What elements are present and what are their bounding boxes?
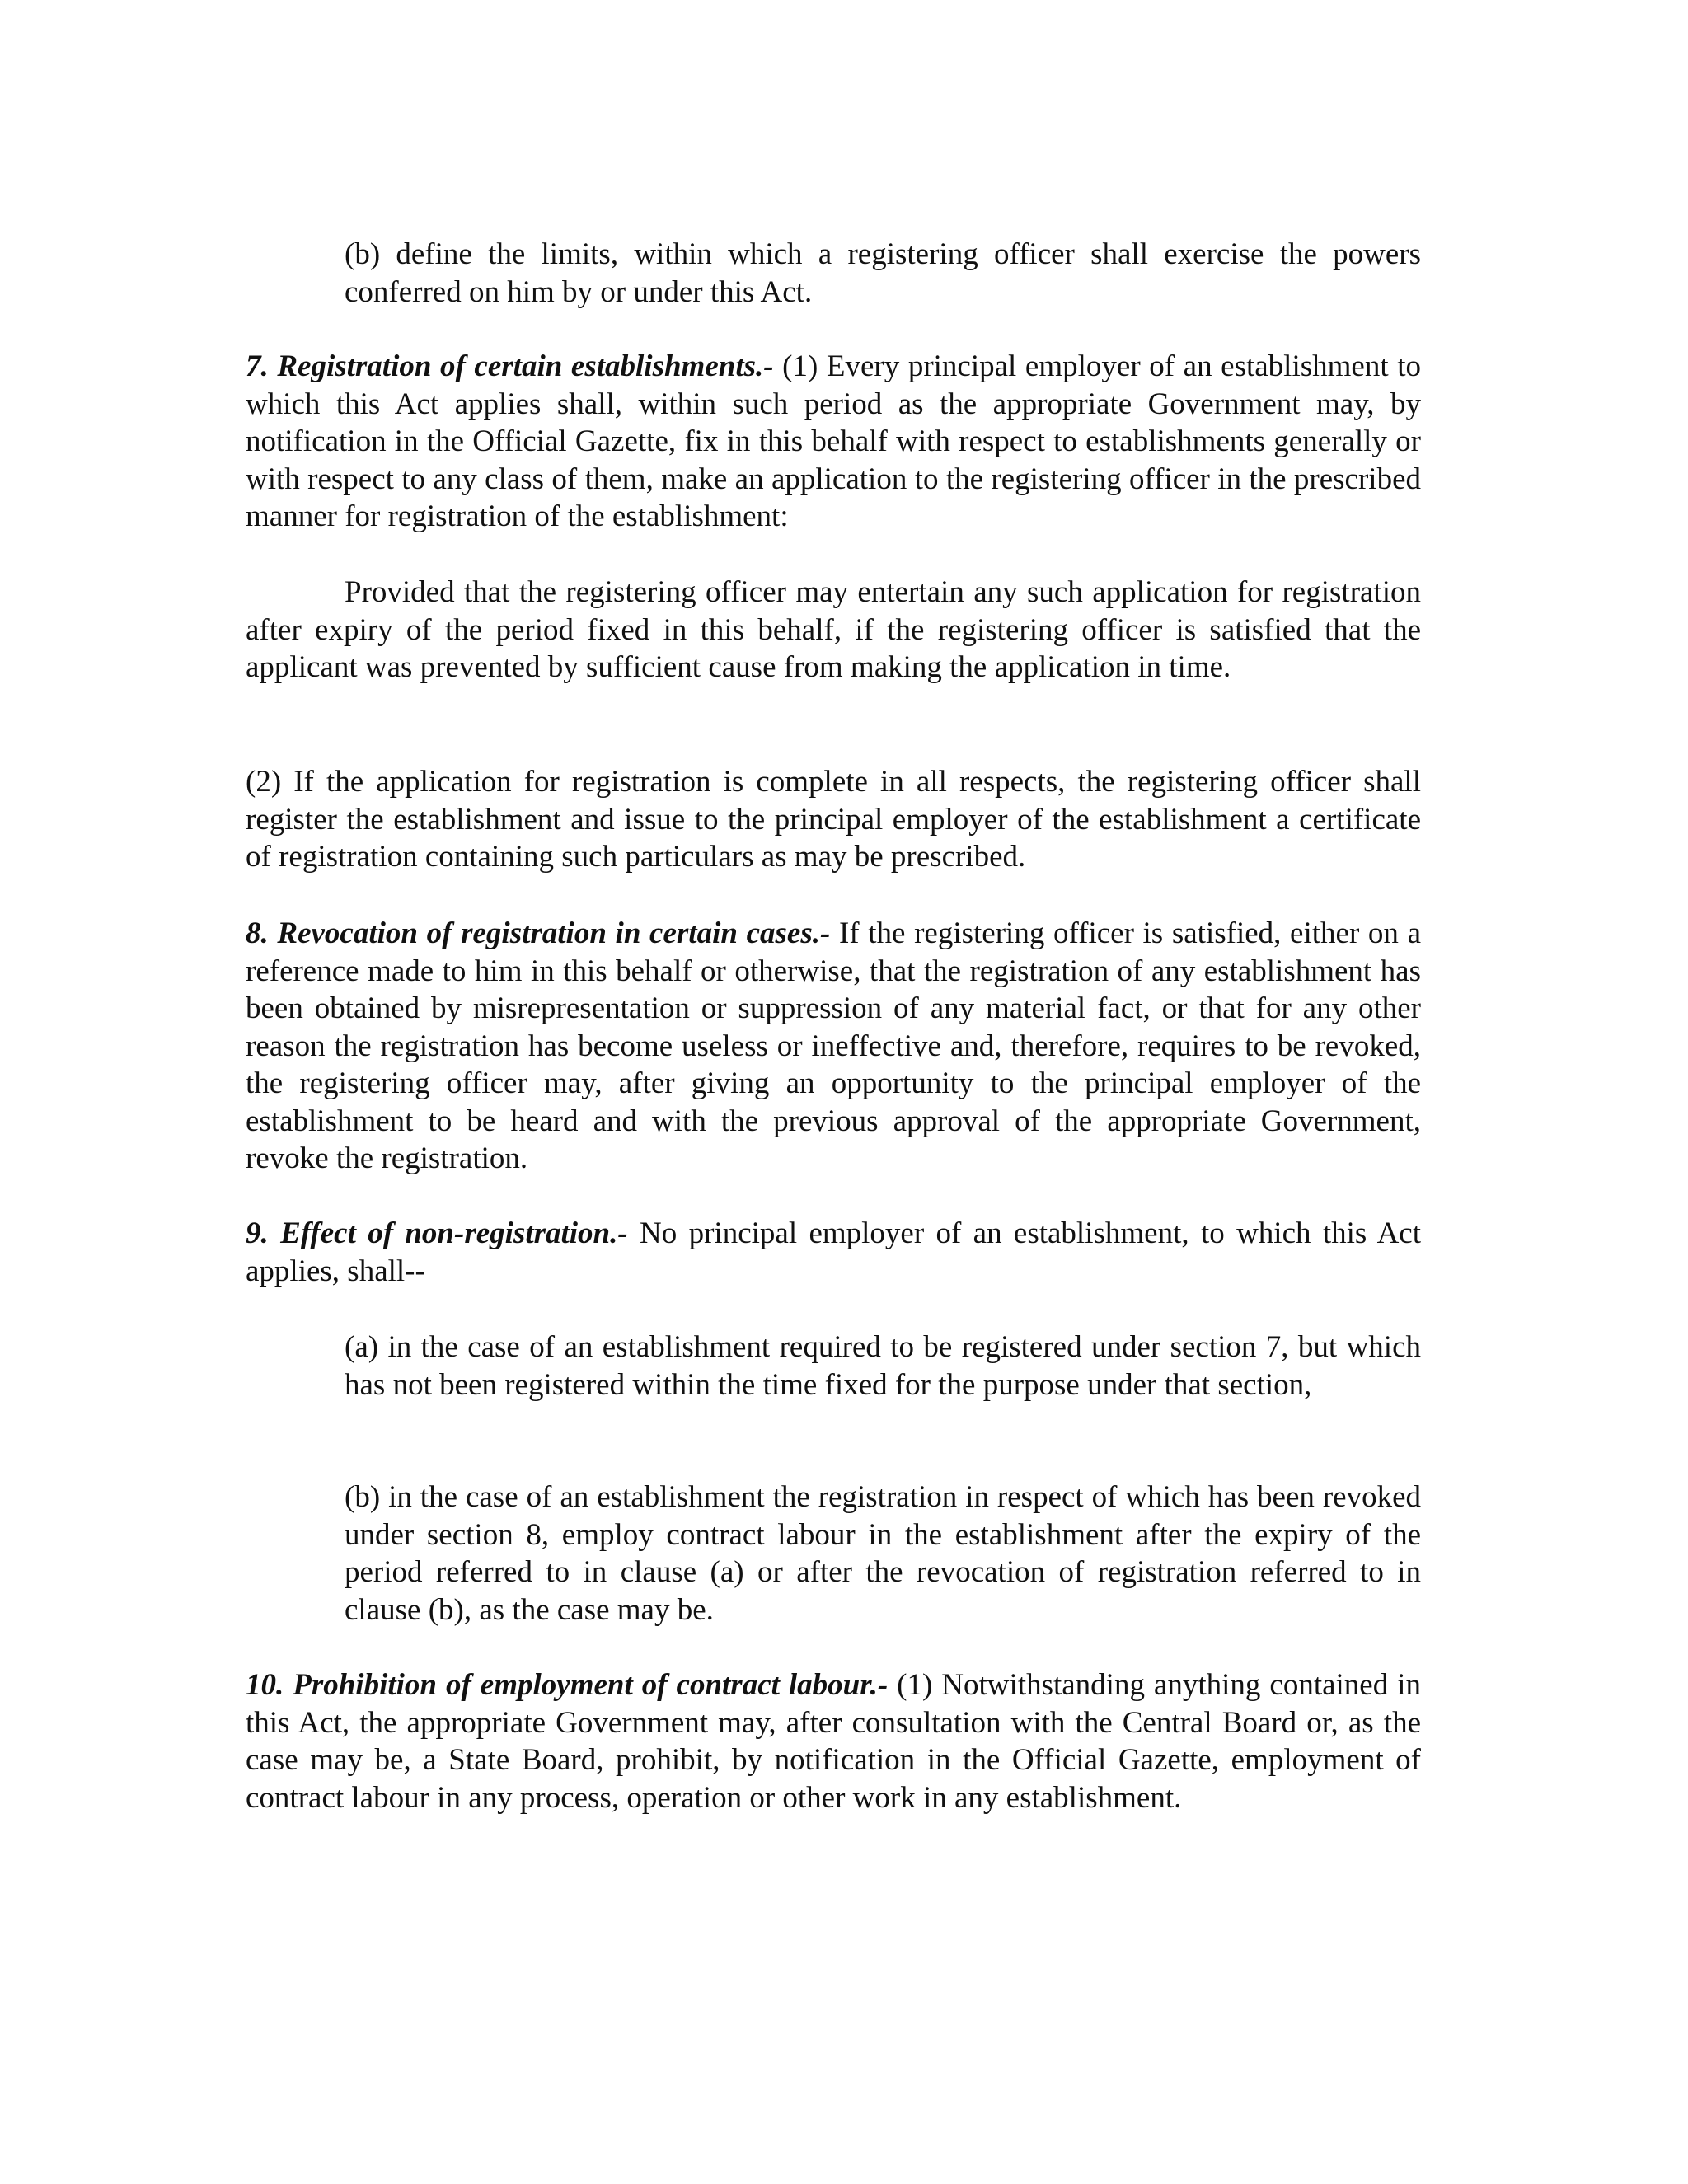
section-10-body: (1) Notwithstanding anything contained in this Act, the appropriate Government may, after consultation with the Central Board or, as the case may be, a State Board, prohibit, by notification in the Official Gazette, employment of contract labour in any process, operation or other work in any establishment.	[246, 1668, 1421, 1815]
section-9-clause-a: (a) in the case of an establishment required to be registered under section 7, but which has not been registered within the time fixed for the purpose under that section,	[345, 1330, 1421, 1402]
section-9-paragraph	[246, 1215, 1421, 1290]
section-9-body: No principal employer of an establishment, to which this Act applies, shall--	[246, 1216, 1421, 1288]
section-7-subsection-2: (2) If the application for registration is complete in all respects, the registering officer shall register the establishment and issue to the principal employer of the establishment a certificate of registration containing such particulars as may be prescribed.	[246, 765, 1421, 874]
section-8-heading: 8. Revocation of registration in certain cases.-	[246, 916, 831, 950]
section-8-paragraph	[246, 915, 1421, 1178]
section-9-clause-b: (b) in the case of an establishment the registration in respect of which has been revoked under section 8, employ contract labour in the establishment after the expiry of the period referred to in clause (a) or after the revocation of registration referred to in clause (b), as the case may be.	[345, 1480, 1421, 1627]
section-8-body: If the registering officer is satisfied, either on a reference made to him in this behalf or otherwise, that the registration of any establishment has been obtained by misrepresentation or suppression of any material fact, or that for any other reason the registration has become useless or ineffective and, therefore, requires to be revoked, the registering officer may, after giving an opportunity to the principal employer of the establishment to be heard and with the previous approval of the appropriate Government, revoke the registration.	[246, 916, 1421, 1175]
section-10-paragraph	[246, 1666, 1421, 1816]
clause-b-define-limits: (b) define the limits, within which a registering officer shall exercise the powers conferred on him by or under this Act.	[345, 237, 1421, 309]
section-7-heading: 7. Registration of certain establishments.-	[246, 349, 774, 383]
section-10-heading: 10. Prohibition of employment of contract labour.-	[246, 1668, 889, 1702]
section-7-paragraph	[246, 348, 1421, 536]
section-7-proviso: Provided that the registering officer may entertain any such application for registration after expiry of the period fixed in this behalf, if the registering officer is satisfied that the applicant was prevented by sufficient cause from making the application in time.	[246, 575, 1421, 684]
section-9-heading: 9. Effect of non-registration.-	[246, 1216, 628, 1250]
section-7-body: (1) Every principal employer of an establishment to which this Act applies shall, within such period as the appropriate Government may, by notification in the Official Gazette, fix in this behalf with respect to establishments generally or with respect to any class of them, make an application to the registering officer in the prescribed manner for registration of the establishment:	[246, 349, 1421, 533]
